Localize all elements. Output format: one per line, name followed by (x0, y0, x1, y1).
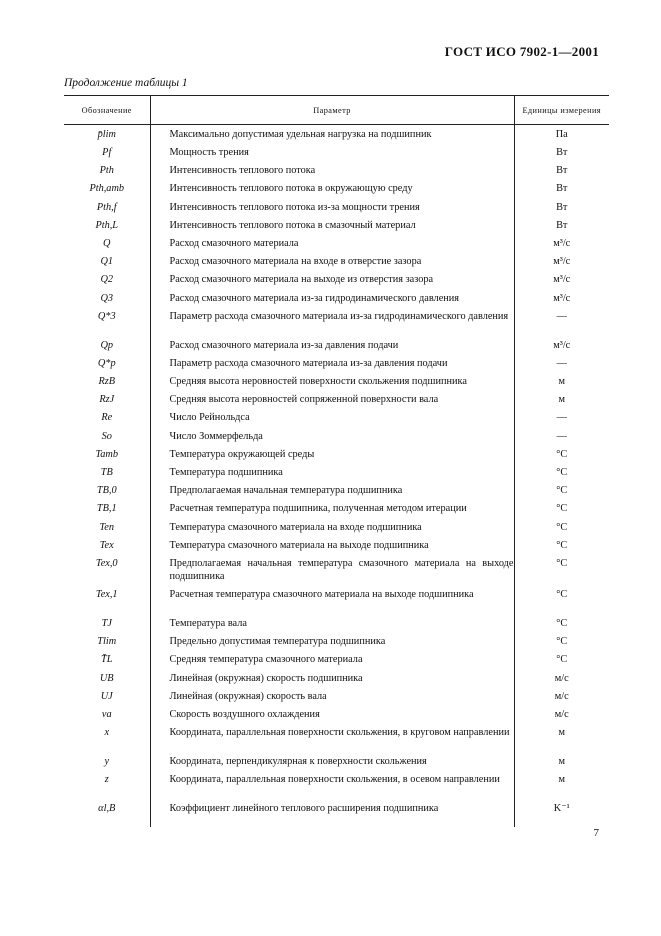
parameter-cell: Координата, параллельная поверхности скольжения, в осевом направлении (150, 771, 514, 800)
unit-cell: °C (514, 633, 609, 651)
table-row (64, 235, 609, 253)
unit-cell: м/с (514, 706, 609, 724)
unit-cell: °C (514, 519, 609, 537)
symbol-cell: Q3 (100, 292, 114, 304)
table-row (64, 308, 609, 337)
parameter-cell: Интенсивность теплового потока в смазочный материал (150, 217, 514, 235)
table-row (64, 706, 609, 724)
parameter-cell: Число Зоммерфельда (150, 428, 514, 446)
table-row (64, 651, 609, 669)
unit-cell: — (514, 409, 609, 427)
col-header-parameter: Параметр (150, 96, 514, 125)
parameter-cell: Расход смазочного материала из-за давления подачи (150, 337, 514, 355)
symbol-cell: TB (100, 467, 113, 478)
table-row (64, 586, 609, 615)
unit-cell: м³/с (514, 337, 609, 355)
parameter-cell: Средняя температура смазочного материала (150, 651, 514, 669)
symbol-cell: Tex,0 (95, 557, 118, 569)
parameter-cell: Интенсивность теплового потока в окружающую среду (150, 180, 514, 198)
table-row (64, 464, 609, 482)
table-header-row (64, 96, 609, 125)
parameter-cell: Линейная (окружная) скорость вала (150, 688, 514, 706)
col-header-units: Единицы измерения (514, 96, 609, 125)
table-row (64, 615, 609, 633)
parameter-cell: Предельно допустимая температура подшипника (150, 633, 514, 651)
table-row (64, 428, 609, 446)
table-row (64, 800, 609, 827)
symbol-cell: z (104, 774, 109, 786)
symbol-cell: Ten (99, 521, 114, 533)
table-row (64, 290, 609, 308)
unit-cell: м (514, 724, 609, 753)
parameter-cell: Число Рейнольдса (150, 409, 514, 427)
unit-cell: °C (514, 482, 609, 500)
parameter-cell: Расход смазочного материала из-за гидродинамического давления (150, 290, 514, 308)
designations-table (64, 95, 609, 827)
symbol-cell: Q*p (97, 357, 116, 369)
parameter-cell: Температура смазочного материала на входе подшипника (150, 519, 514, 537)
parameter-cell: Параметр расхода смазочного материала из-за гидродинамического давления (150, 308, 514, 337)
unit-cell: м (514, 753, 609, 771)
parameter-cell: Максимально допустимая удельная нагрузка на подшипник (150, 125, 514, 145)
unit-cell: м (514, 771, 609, 800)
unit-cell: м³/с (514, 235, 609, 253)
table-row (64, 162, 609, 180)
unit-cell: Вт (514, 180, 609, 198)
symbol-cell: y (104, 756, 110, 768)
parameter-cell: Расход смазочного материала на входе в отверстие зазора (150, 253, 514, 271)
symbol-cell: va (101, 708, 112, 720)
unit-cell: °C (514, 446, 609, 464)
symbol-cell: Qp (100, 339, 114, 351)
unit-cell: м³/с (514, 271, 609, 289)
symbol-cell: UJ (100, 690, 113, 702)
table-row (64, 724, 609, 753)
symbol-cell: Pth,f (96, 201, 117, 213)
symbol-cell: TJ (101, 617, 112, 629)
unit-cell: Вт (514, 144, 609, 162)
unit-cell: — (514, 428, 609, 446)
parameter-cell: Расход смазочного материала на выходе из отверстия зазора (150, 271, 514, 289)
symbol-cell: Tlim (97, 636, 117, 648)
symbol-cell: Tex,1 (95, 588, 118, 600)
table-row (64, 500, 609, 518)
parameter-cell: Предполагаемая начальная температура смазочного материала на выходе подшипника (150, 555, 514, 586)
table-row (64, 391, 609, 409)
parameter-cell: Скорость воздушного охлаждения (150, 706, 514, 724)
table-row (64, 555, 609, 586)
unit-cell: м³/с (514, 253, 609, 271)
table-row (64, 373, 609, 391)
col-header-symbol: Обозначение (64, 96, 150, 125)
unit-cell: °C (514, 537, 609, 555)
unit-cell: м (514, 373, 609, 391)
parameter-cell: Интенсивность теплового потока из-за мощности трения (150, 199, 514, 217)
symbol-cell: Pf (102, 147, 112, 158)
table-row (64, 125, 609, 145)
symbol-cell: TB,0 (96, 485, 117, 497)
symbol-cell: Tex (99, 539, 114, 551)
symbol-cell: x (104, 727, 110, 739)
symbol-cell: Q*3 (97, 310, 116, 322)
unit-cell: м (514, 391, 609, 409)
table-body (64, 125, 609, 828)
parameter-cell: Параметр расхода смазочного материала из-за давления подачи (150, 355, 514, 373)
symbol-cell: Pth,L (95, 219, 119, 231)
table-row (64, 217, 609, 235)
table-row (64, 519, 609, 537)
symbol-cell: αl,B (98, 803, 116, 815)
symbol-cell: p̄lim (97, 129, 116, 140)
document-title: ГОСТ ИСО 7902-1—2001 (444, 44, 599, 59)
symbol-cell: Q2 (100, 274, 114, 286)
unit-cell: °C (514, 555, 609, 586)
parameter-cell: Коэффициент линейного теплового расширения подшипника (150, 800, 514, 827)
unit-cell: °C (514, 464, 609, 482)
parameter-cell: Расчетная температура подшипника, полученная методом итерации (150, 500, 514, 518)
unit-cell: Вт (514, 199, 609, 217)
symbol-cell: Pth,amb (89, 183, 125, 195)
unit-cell: °C (514, 651, 609, 669)
table-row (64, 337, 609, 355)
unit-cell: Па (514, 125, 609, 145)
table-row (64, 482, 609, 500)
symbol-cell: RzJ (99, 394, 115, 406)
table-row (64, 253, 609, 271)
table-row (64, 753, 609, 771)
table-row (64, 355, 609, 373)
symbol-cell: Re (101, 412, 113, 424)
parameter-cell: Интенсивность теплового потока (150, 162, 514, 180)
unit-cell: — (514, 355, 609, 373)
unit-cell: Вт (514, 162, 609, 180)
table-row (64, 771, 609, 800)
parameter-cell: Температура подшипника (150, 464, 514, 482)
symbol-cell: Q (103, 237, 111, 249)
symbol-cell: T̄L (101, 654, 113, 666)
parameter-cell: Температура вала (150, 615, 514, 633)
table-row (64, 670, 609, 688)
table-continuation-caption: Продолжение таблицы 1 (64, 77, 188, 89)
parameter-cell: Мощность трения (150, 144, 514, 162)
table-row (64, 446, 609, 464)
parameter-cell: Линейная (окружная) скорость подшипника (150, 670, 514, 688)
unit-cell: °C (514, 615, 609, 633)
table-row (64, 180, 609, 198)
table-row (64, 271, 609, 289)
table-row (64, 144, 609, 162)
table-row (64, 688, 609, 706)
unit-cell: — (514, 308, 609, 337)
table-row (64, 199, 609, 217)
unit-cell: м³/с (514, 290, 609, 308)
symbol-cell: TB,1 (96, 503, 117, 515)
table-row (64, 633, 609, 651)
unit-cell: °C (514, 500, 609, 518)
unit-cell: K⁻¹ (514, 800, 609, 827)
parameter-cell: Температура смазочного материала на выходе подшипника (150, 537, 514, 555)
table-row (64, 537, 609, 555)
unit-cell: м/с (514, 688, 609, 706)
parameter-cell: Расчетная температура смазочного материала на выходе подшипника (150, 586, 514, 615)
symbol-cell: Tamb (95, 448, 118, 460)
symbol-cell: RzB (98, 376, 116, 388)
symbol-cell: Pth (99, 165, 114, 177)
table-row (64, 409, 609, 427)
unit-cell: °C (514, 586, 609, 615)
parameter-cell: Расход смазочного материала (150, 235, 514, 253)
parameter-cell: Предполагаемая начальная температура подшипника (150, 482, 514, 500)
parameter-cell: Средняя высота неровностей сопряженной поверхности вала (150, 391, 514, 409)
symbol-cell: Q1 (100, 256, 114, 268)
parameter-cell: Координата, параллельная поверхности скольжения, в круговом направлении (150, 724, 514, 753)
symbol-cell: So (101, 430, 112, 442)
parameter-cell: Средняя высота неровностей поверхности скольжения подшипника (150, 373, 514, 391)
unit-cell: Вт (514, 217, 609, 235)
unit-cell: м/с (514, 670, 609, 688)
symbol-cell: UB (99, 672, 114, 684)
page-number: 7 (593, 827, 599, 839)
parameter-cell: Температура окружающей среды (150, 446, 514, 464)
parameter-cell: Координата, перпендикулярная к поверхности скольжения (150, 753, 514, 771)
